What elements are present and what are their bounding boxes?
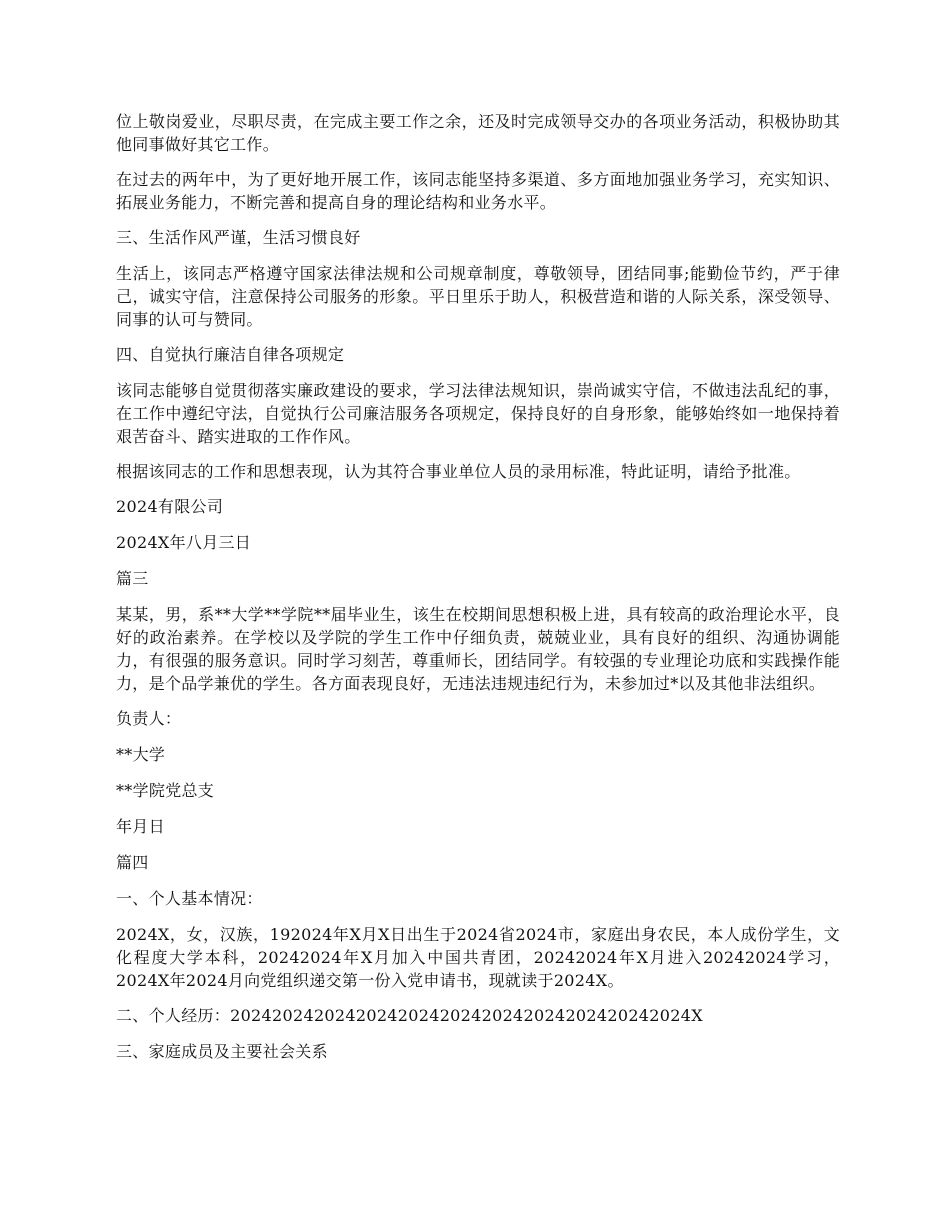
university-name: **大学: [116, 745, 166, 764]
paragraph: 在过去的两年中，为了更好地开展工作，该同志能坚持多渠道、多方面地加强业务学习，充实知识、拓展业务能力，不断完善和提高自身的理论结构和业务水平。: [116, 170, 840, 212]
date-placeholder: 年月日: [116, 817, 165, 836]
document-page: [116, 110, 840, 1076]
section-heading: 三、家庭成员及主要社会关系: [116, 1042, 328, 1061]
paragraph: 该同志能够自觉贯彻落实廉政建设的要求，学习法律法规知识，崇尚诚实守信，不做违法乱纪的事，在工作中遵纪守法，自觉执行公司廉洁服务各项规定，保持良好的自身形象，能够始终如一地保持着艰苦奋斗、踏实进取的工作作风。: [116, 381, 840, 446]
section-heading: 一、个人基本情况：: [116, 889, 263, 908]
chapter-heading: 篇四: [116, 853, 149, 872]
paragraph: 位上敬岗爱业，尽职尽责，在完成主要工作之余，还及时完成领导交办的各项业务活动，积极协助其他同事做好其它工作。: [116, 112, 840, 154]
company-name: 2024有限公司: [116, 497, 224, 516]
college-party-branch: **学院党总支: [116, 781, 215, 800]
responsible-person-label: 负责人：: [116, 709, 182, 728]
section-heading: 二、个人经历：20242024202420242024202420242024202420242024X: [116, 1006, 703, 1025]
paragraph: 某某，男，系**大学**学院**届毕业生，该生在校期间思想积极上进，具有较高的政治理论水平，良好的政治素养。在学校以及学院的学生工作中仔细负责，兢兢业业，具有良好的组织、沟通协调能力，有很强的服务意识。同时学习刻苦，尊重师长，团结同学。有较强的专业理论功底和实践操作能力，是个品学兼优的学生。各方面表现良好，无违法违规违纪行为，未参加过*以及其他非法组织。: [116, 605, 840, 693]
paragraph: 2024X，女，汉族，192024年X月X日出生于2024省2024市，家庭出身农民，本人成份学生，文化程度大学本科，20242024年X月加入中国共青团，20242024年X月进入20242024学习，2024X年2024月向党组织递交第一份入党申请书，现就读于2024X。: [116, 925, 840, 990]
paragraph: 根据该同志的工作和思想表现，认为其符合事业单位人员的录用标准，特此证明，请给予批准。: [116, 462, 801, 481]
paragraph: 生活上，该同志严格遵守国家法律法规和公司规章制度，尊敬领导，团结同事;能勤俭节约，严于律己，诚实守信，注意保持公司服务的形象。平日里乐于助人，积极营造和谐的人际关系，深受领导、同事的认可与赞同。: [116, 264, 840, 329]
chapter-heading: 篇三: [116, 569, 149, 588]
signature-date: 2024X年八月三日: [116, 533, 252, 552]
section-heading: 三、生活作风严谨，生活习惯良好: [116, 228, 361, 247]
section-heading: 四、自觉执行廉洁自律各项规定: [116, 345, 345, 364]
